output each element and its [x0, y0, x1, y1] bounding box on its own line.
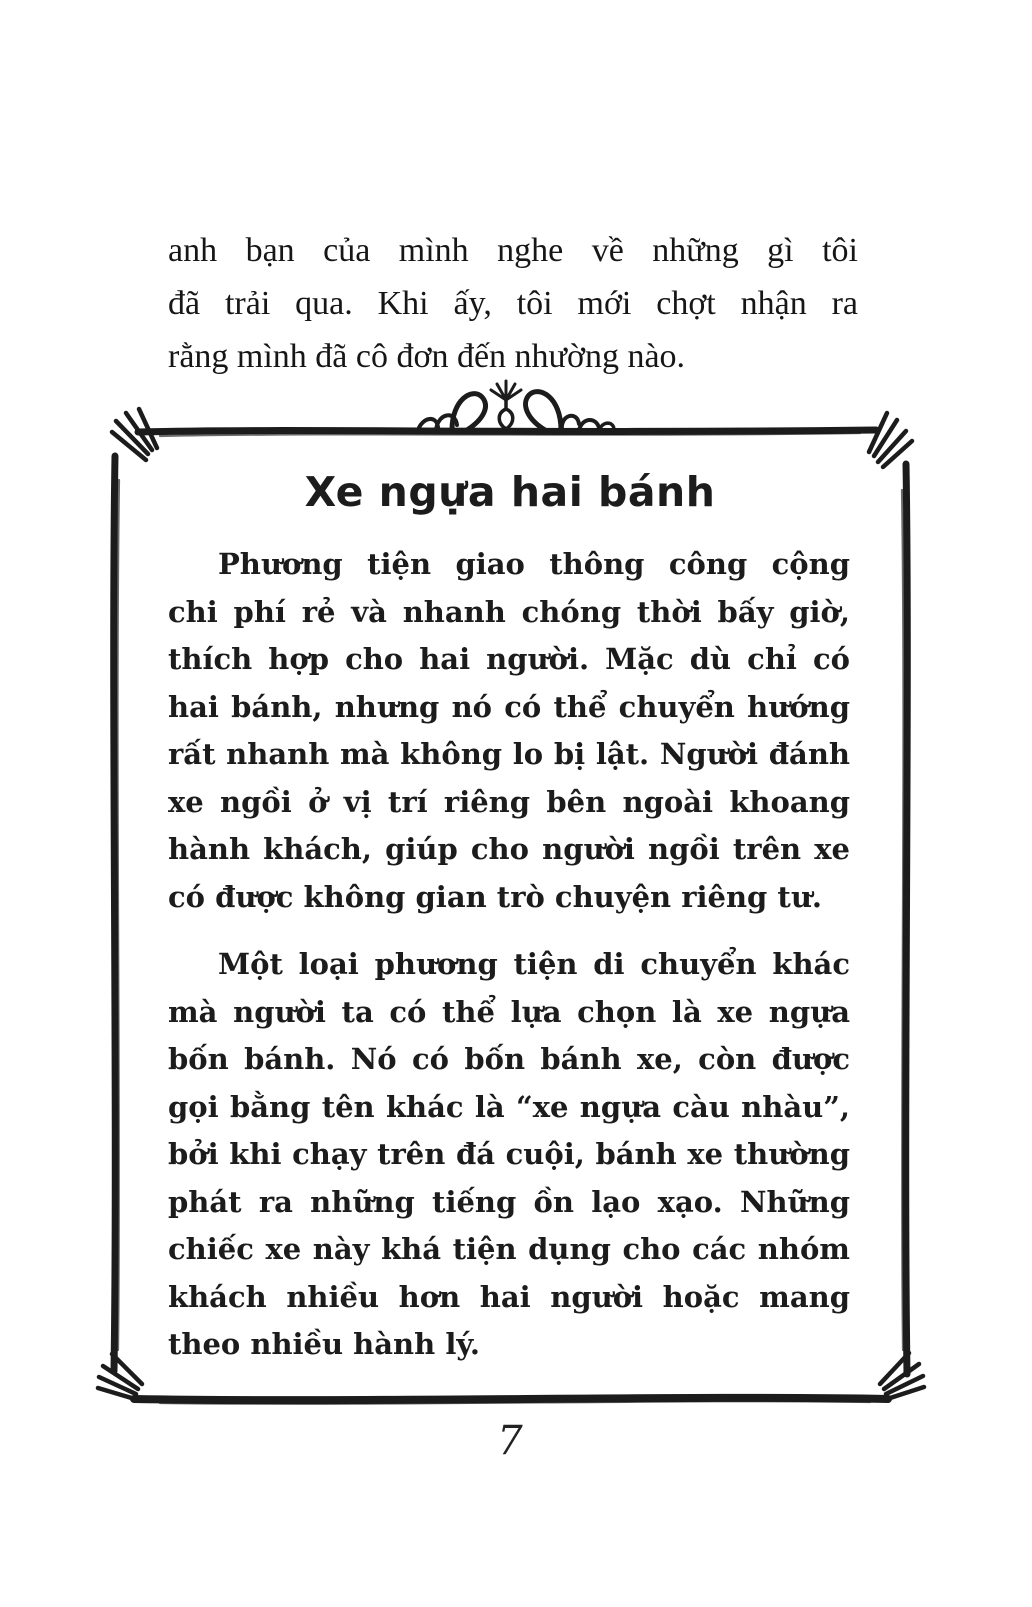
box-line: gọi bằng tên khác là “xe ngựa càu nhàu”,	[168, 1089, 850, 1124]
intro-paragraph	[168, 224, 858, 383]
box-line: mà người ta có thể lựa chọn là xe ngựa	[168, 994, 850, 1029]
box-line: có được không gian trò chuyện riêng tư.	[168, 879, 823, 914]
box-line: phát ra những tiếng ồn lạo xạo. Những	[168, 1184, 850, 1219]
intro-line: đã trải qua. Khi ấy, tôi mới chợt nhận ra	[168, 285, 858, 322]
info-box-title: Xe ngựa hai bánh	[304, 468, 716, 516]
box-line: hai bánh, nhưng nó có thể chuyển hướng	[168, 689, 850, 724]
sprig-petals	[491, 381, 521, 400]
box-line: rất nhanh mà không lo bị lật. Người đánh	[168, 737, 850, 771]
intro-line: anh bạn của mình nghe về những gì tôi	[168, 232, 858, 269]
info-box-body	[168, 541, 850, 1369]
box-line: theo nhiều hành lý.	[168, 1327, 480, 1361]
top-ornament	[418, 381, 614, 430]
box-line: bởi khi chạy trên đá cuội, bánh xe thường	[168, 1137, 850, 1171]
page-number: 7	[497, 1418, 523, 1464]
box-line: Phương tiện giao thông công cộng	[218, 547, 850, 581]
corner-feather-top-left	[112, 409, 157, 460]
box-line: khách nhiều hơn hai người hoặc mang	[168, 1279, 850, 1314]
intro-line: rằng mình đã cô đơn đến nhường nào.	[168, 338, 686, 375]
box-line: chiếc xe này khá tiện dụng cho các nhóm	[168, 1232, 850, 1266]
box-line: hành khách, giúp cho người ngồi trên xe	[168, 832, 850, 866]
box-line: xe ngồi ở vị trí riêng bên ngoài khoang	[168, 784, 850, 819]
box-line: chi phí rẻ và nhanh chóng thời bấy giờ,	[168, 594, 850, 629]
info-box-paragraph	[168, 941, 850, 1369]
info-box-paragraph	[168, 541, 850, 921]
corner-feather-top-right	[869, 413, 912, 467]
box-line: thích hợp cho hai người. Mặc dù chỉ có	[168, 642, 850, 676]
box-line: Một loại phương tiện di chuyển khác	[218, 947, 850, 981]
box-line: bốn bánh. Nó có bốn bánh xe, còn được	[168, 1042, 850, 1076]
corner-feather-bottom-left	[98, 1354, 142, 1399]
corner-feather-bottom-right	[880, 1353, 924, 1399]
